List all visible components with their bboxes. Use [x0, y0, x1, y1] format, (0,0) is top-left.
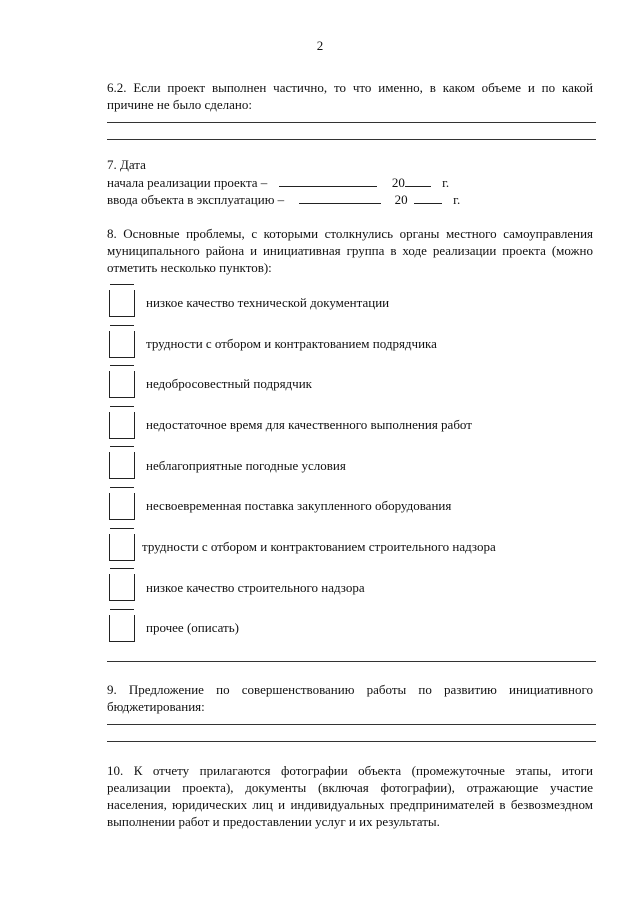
commission-date-label: ввода объекта в эксплуатацию –	[107, 192, 285, 207]
option-label: недостаточное время для качественного выполнения работ	[146, 417, 472, 432]
commission-date-field[interactable]	[299, 191, 381, 204]
checkbox-option-8[interactable]	[109, 574, 135, 601]
start-year-suffix: г.	[442, 175, 450, 190]
checkbox-option-4[interactable]	[109, 412, 135, 439]
start-year-prefix: 20	[391, 175, 405, 190]
option-label: низкое качество технической документации	[146, 295, 390, 310]
option-label: неблагоприятные погодные условия	[146, 458, 346, 473]
answer-line[interactable]	[107, 661, 590, 662]
answer-line[interactable]	[107, 724, 590, 725]
section-7-heading: 7. Дата	[107, 157, 146, 172]
line-tail	[590, 724, 596, 725]
start-date-row	[107, 174, 449, 191]
line-tail	[590, 139, 596, 140]
checkbox-option-7[interactable]	[109, 534, 135, 561]
start-date-label: начала реализации проекта –	[107, 175, 268, 190]
checkbox-option-9[interactable]	[109, 615, 135, 642]
line-tail	[590, 741, 596, 742]
checkbox-option-6[interactable]	[109, 493, 135, 520]
checkbox-option-2[interactable]	[109, 331, 135, 358]
answer-line[interactable]	[107, 139, 590, 140]
option-label: трудности с отбором и контрактованием строительного надзора	[142, 539, 496, 554]
answer-line[interactable]	[107, 741, 590, 742]
commission-year-suffix: г.	[453, 192, 461, 207]
option-label: несвоевременная поставка закупленного оборудования	[146, 498, 452, 513]
line-tail	[590, 661, 596, 662]
option-label: трудности с отбором и контрактованием подрядчика	[146, 336, 437, 351]
commission-year-prefix: 20	[394, 192, 408, 207]
checkbox-option-3[interactable]	[109, 371, 135, 398]
answer-line[interactable]	[107, 122, 590, 123]
section-8-text: 8. Основные проблемы, с которыми столкнулись органы местного самоуправления муниципального района и инициативная группа в ходе реализации проекта (можно отметить несколько пунктов):	[107, 226, 593, 275]
start-year-field[interactable]	[405, 174, 431, 187]
commission-date-row	[107, 191, 460, 208]
option-label: недобросовестный подрядчик	[146, 376, 312, 391]
section-10-text: 10. К отчету прилагаются фотографии объекта (промежуточные этапы, итоги реализации проекта), документы (включая фотографии), отражающие участие населения, юридических лиц и индивидуальных предпринимателей в безвозмездном выполнении работ и предоставлении услуг и их результаты.	[107, 763, 593, 829]
commission-year-field[interactable]	[414, 191, 442, 204]
option-label: прочее (описать)	[146, 620, 239, 635]
section-6-2-text: 6.2. Если проект выполнен частично, то что именно, в каком объеме и по какой причине не было сделано:	[107, 80, 593, 112]
start-date-field[interactable]	[279, 174, 377, 187]
option-label: низкое качество строительного надзора	[146, 580, 365, 595]
checkbox-option-1[interactable]	[109, 290, 135, 317]
section-9-text: 9. Предложение по совершенствованию работы по развитию инициативного бюджетирования:	[107, 682, 593, 714]
checkbox-option-5[interactable]	[109, 452, 135, 479]
line-tail	[590, 122, 596, 123]
page-number: 2	[316, 38, 324, 53]
